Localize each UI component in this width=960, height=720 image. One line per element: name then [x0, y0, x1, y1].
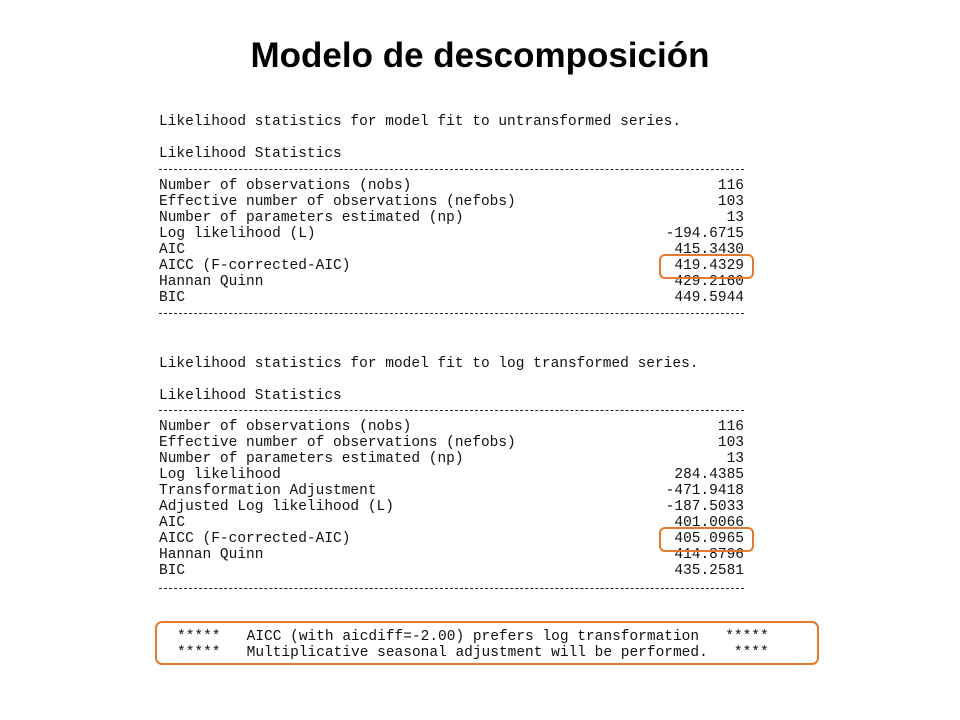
aicc-value-log: 405.0965: [674, 531, 744, 547]
stat-value: 414.8796: [674, 547, 744, 563]
divider: [159, 313, 744, 314]
stat-label: Number of observations (nobs): [159, 419, 412, 435]
stat-label: Transformation Adjustment: [159, 483, 377, 499]
stat-label: Number of parameters estimated (np): [159, 451, 464, 467]
stat-value: 284.4385: [674, 467, 744, 483]
stat-label: Log likelihood (L): [159, 226, 316, 242]
page-title: Modelo de descomposición: [250, 36, 710, 75]
stats-title: Likelihood Statistics: [159, 388, 342, 404]
stat-value: 429.2160: [674, 274, 744, 290]
stat-value: 103: [717, 194, 744, 210]
stat-value: 13: [726, 210, 744, 226]
stat-value: 103: [717, 435, 744, 451]
stat-value: 415.3430: [674, 242, 744, 258]
conclusion-notice-box: [155, 621, 819, 665]
stats-title: Likelihood Statistics: [159, 146, 342, 162]
stat-label: BIC: [159, 563, 186, 579]
stat-label: Number of observations (nobs): [159, 178, 412, 194]
stat-label: Effective number of observations (nefobs): [159, 194, 516, 210]
stat-label: AIC: [159, 515, 186, 531]
divider: [159, 169, 744, 170]
stat-label: AIC: [159, 242, 186, 258]
stat-label: Log likelihood: [159, 467, 281, 483]
stat-label: Effective number of observations (nefobs): [159, 435, 516, 451]
stat-value: -471.9418: [665, 483, 744, 499]
stat-value: -187.5033: [665, 499, 744, 515]
notice-line: ***** AICC (with aicdiff=-2.00) prefers log transformation *****: [177, 629, 769, 645]
stat-label: Hannan Quinn: [159, 274, 264, 290]
stat-value: 435.2581: [674, 563, 744, 579]
stat-label: AICC (F-corrected-AIC): [159, 531, 351, 547]
notice-line: ***** Multiplicative seasonal adjustment will be performed. ****: [177, 645, 769, 661]
stat-label: Number of parameters estimated (np): [159, 210, 464, 226]
divider: [159, 588, 744, 589]
stat-value: 116: [717, 178, 744, 194]
stat-value: 116: [717, 419, 744, 435]
aicc-highlight-box: [659, 527, 754, 552]
aicc-value-untransformed: 419.4329: [674, 258, 744, 274]
stat-label: Adjusted Log likelihood (L): [159, 499, 394, 515]
stat-label: Hannan Quinn: [159, 547, 264, 563]
stat-value: 449.5944: [674, 290, 744, 306]
stat-label: BIC: [159, 290, 186, 306]
divider: [159, 410, 744, 411]
stat-value: 13: [726, 451, 744, 467]
stat-value: -194.6715: [665, 226, 744, 242]
stat-value: 401.0066: [674, 515, 744, 531]
section-heading: Likelihood statistics for model fit to untransformed series.: [159, 114, 682, 130]
section-heading: Likelihood statistics for model fit to log transformed series.: [159, 356, 699, 372]
stat-label: AICC (F-corrected-AIC): [159, 258, 351, 274]
aicc-highlight-box: [659, 254, 754, 279]
